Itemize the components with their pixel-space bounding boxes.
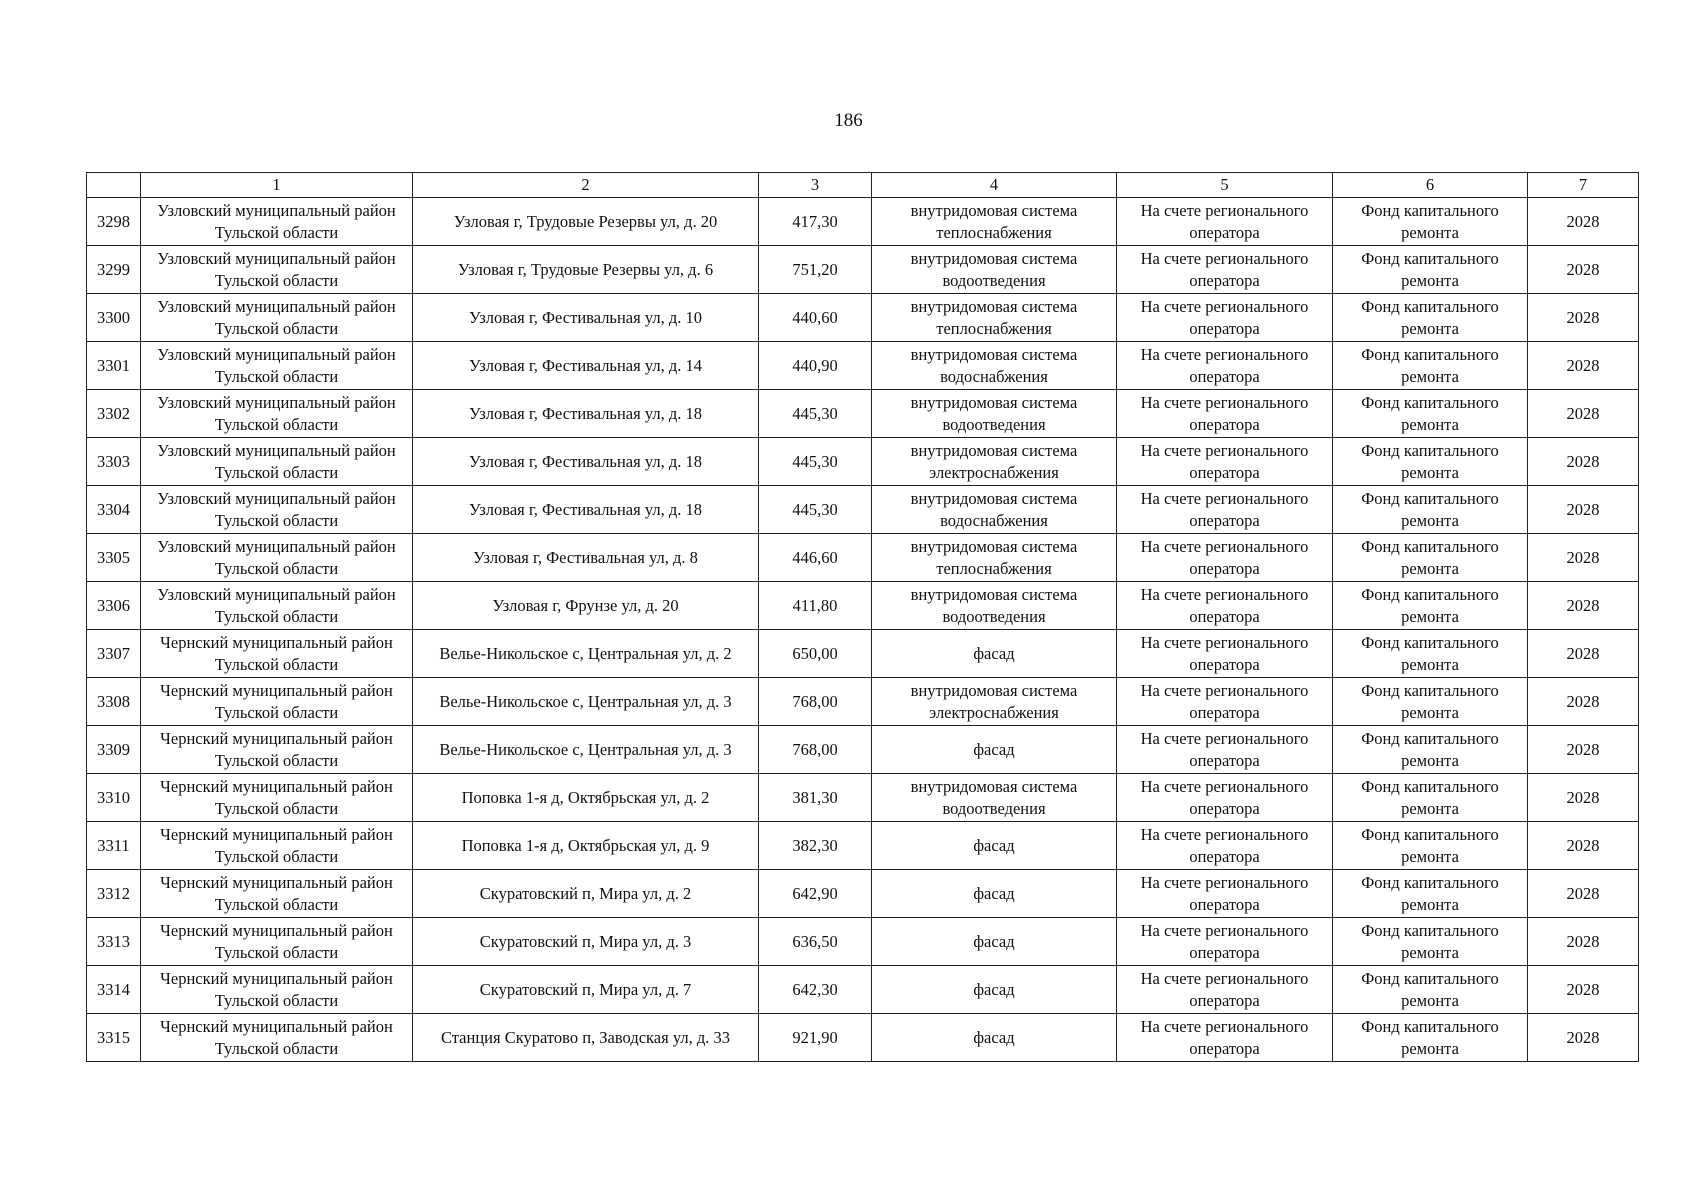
cell-municipality: Чернский муниципальный район Тульской области [141,726,413,774]
table-row [87,726,1639,774]
cell-funding-source: Фонд капитального ремонта [1333,774,1528,822]
column-header: 2 [413,173,759,198]
cell-address: Поповка 1-я д, Октябрьская ул, д. 9 [413,822,759,870]
cell-work-type: фасад [872,726,1117,774]
cell-area: 751,20 [759,246,872,294]
cell-area: 768,00 [759,678,872,726]
cell-year: 2028 [1528,918,1639,966]
cell-row-number: 3305 [87,534,141,582]
cell-work-type: фасад [872,918,1117,966]
cell-year: 2028 [1528,630,1639,678]
cell-area: 411,80 [759,582,872,630]
cell-area: 768,00 [759,726,872,774]
cell-municipality: Узловский муниципальный район Тульской области [141,486,413,534]
cell-municipality: Узловский муниципальный район Тульской области [141,294,413,342]
cell-address: Велье-Никольское с, Центральная ул, д. 2 [413,630,759,678]
table-row [87,534,1639,582]
cell-area: 445,30 [759,438,872,486]
table-row [87,486,1639,534]
table-row [87,246,1639,294]
cell-fund-account: На счете регионального оператора [1117,246,1333,294]
cell-funding-source: Фонд капитального ремонта [1333,390,1528,438]
cell-work-type: фасад [872,822,1117,870]
column-header: 5 [1117,173,1333,198]
cell-row-number: 3306 [87,582,141,630]
cell-year: 2028 [1528,438,1639,486]
cell-address: Узловая г, Фестивальная ул, д. 14 [413,342,759,390]
cell-area: 445,30 [759,486,872,534]
cell-address: Узловая г, Фестивальная ул, д. 18 [413,390,759,438]
cell-area: 440,60 [759,294,872,342]
cell-area: 381,30 [759,774,872,822]
column-header: 7 [1528,173,1639,198]
cell-area: 445,30 [759,390,872,438]
cell-funding-source: Фонд капитального ремонта [1333,630,1528,678]
cell-year: 2028 [1528,1014,1639,1062]
table-body [87,173,1639,1062]
cell-fund-account: На счете регионального оператора [1117,774,1333,822]
cell-fund-account: На счете регионального оператора [1117,390,1333,438]
table-row [87,870,1639,918]
cell-fund-account: На счете регионального оператора [1117,486,1333,534]
table-row [87,1014,1639,1062]
cell-row-number: 3298 [87,198,141,246]
cell-year: 2028 [1528,822,1639,870]
cell-funding-source: Фонд капитального ремонта [1333,246,1528,294]
cell-fund-account: На счете регионального оператора [1117,966,1333,1014]
cell-work-type: фасад [872,966,1117,1014]
table-row [87,630,1639,678]
cell-funding-source: Фонд капитального ремонта [1333,678,1528,726]
cell-area: 440,90 [759,342,872,390]
cell-area: 642,30 [759,966,872,1014]
cell-work-type: внутридомовая система водоснабжения [872,342,1117,390]
cell-funding-source: Фонд капитального ремонта [1333,1014,1528,1062]
cell-year: 2028 [1528,246,1639,294]
cell-row-number: 3307 [87,630,141,678]
table-row [87,774,1639,822]
cell-funding-source: Фонд капитального ремонта [1333,534,1528,582]
cell-row-number: 3303 [87,438,141,486]
cell-fund-account: На счете регионального оператора [1117,1014,1333,1062]
cell-area: 382,30 [759,822,872,870]
cell-municipality: Чернский муниципальный район Тульской области [141,678,413,726]
column-header: 1 [141,173,413,198]
cell-fund-account: На счете регионального оператора [1117,438,1333,486]
table-row [87,918,1639,966]
cell-funding-source: Фонд капитального ремонта [1333,918,1528,966]
cell-work-type: фасад [872,1014,1117,1062]
cell-funding-source: Фонд капитального ремонта [1333,822,1528,870]
cell-municipality: Чернский муниципальный район Тульской области [141,918,413,966]
cell-year: 2028 [1528,534,1639,582]
cell-municipality: Узловский муниципальный район Тульской области [141,342,413,390]
cell-area: 636,50 [759,918,872,966]
cell-fund-account: На счете регионального оператора [1117,870,1333,918]
cell-area: 642,90 [759,870,872,918]
cell-address: Велье-Никольское с, Центральная ул, д. 3 [413,678,759,726]
cell-address: Узловая г, Фестивальная ул, д. 18 [413,486,759,534]
table-row [87,822,1639,870]
cell-fund-account: На счете регионального оператора [1117,294,1333,342]
table-row [87,390,1639,438]
cell-year: 2028 [1528,486,1639,534]
cell-year: 2028 [1528,294,1639,342]
cell-row-number: 3314 [87,966,141,1014]
cell-address: Станция Скуратово п, Заводская ул, д. 33 [413,1014,759,1062]
cell-year: 2028 [1528,966,1639,1014]
cell-fund-account: На счете регионального оператора [1117,582,1333,630]
cell-address: Скуратовский п, Мира ул, д. 3 [413,918,759,966]
cell-funding-source: Фонд капитального ремонта [1333,342,1528,390]
cell-row-number: 3310 [87,774,141,822]
column-header: 3 [759,173,872,198]
page-number: 186 [834,110,863,131]
cell-row-number: 3301 [87,342,141,390]
cell-funding-source: Фонд капитального ремонта [1333,966,1528,1014]
cell-work-type: внутридомовая система водоснабжения [872,486,1117,534]
cell-row-number: 3311 [87,822,141,870]
cell-address: Узловая г, Фрунзе ул, д. 20 [413,582,759,630]
cell-municipality: Чернский муниципальный район Тульской области [141,822,413,870]
cell-address: Скуратовский п, Мира ул, д. 7 [413,966,759,1014]
cell-year: 2028 [1528,198,1639,246]
cell-municipality: Чернский муниципальный район Тульской области [141,630,413,678]
cell-row-number: 3312 [87,870,141,918]
cell-work-type: внутридомовая система водоотведения [872,774,1117,822]
table-row [87,678,1639,726]
cell-funding-source: Фонд капитального ремонта [1333,870,1528,918]
cell-fund-account: На счете регионального оператора [1117,726,1333,774]
table-row [87,294,1639,342]
cell-funding-source: Фонд капитального ремонта [1333,726,1528,774]
cell-year: 2028 [1528,870,1639,918]
cell-municipality: Чернский муниципальный район Тульской области [141,966,413,1014]
cell-address: Поповка 1-я д, Октябрьская ул, д. 2 [413,774,759,822]
cell-fund-account: На счете регионального оператора [1117,822,1333,870]
cell-municipality: Узловский муниципальный район Тульской области [141,534,413,582]
cell-year: 2028 [1528,726,1639,774]
cell-area: 921,90 [759,1014,872,1062]
cell-work-type: внутридомовая система теплоснабжения [872,198,1117,246]
cell-row-number: 3308 [87,678,141,726]
cell-municipality: Узловский муниципальный район Тульской области [141,438,413,486]
cell-row-number: 3315 [87,1014,141,1062]
cell-year: 2028 [1528,582,1639,630]
cell-funding-source: Фонд капитального ремонта [1333,582,1528,630]
cell-address: Велье-Никольское с, Центральная ул, д. 3 [413,726,759,774]
cell-municipality: Чернский муниципальный район Тульской области [141,1014,413,1062]
table-row [87,342,1639,390]
cell-address: Скуратовский п, Мира ул, д. 2 [413,870,759,918]
column-header: 4 [872,173,1117,198]
cell-funding-source: Фонд капитального ремонта [1333,486,1528,534]
cell-area: 446,60 [759,534,872,582]
cell-address: Узловая г, Фестивальная ул, д. 8 [413,534,759,582]
cell-municipality: Чернский муниципальный район Тульской области [141,870,413,918]
cell-row-number: 3299 [87,246,141,294]
registry-table [86,172,1639,1062]
cell-row-number: 3309 [87,726,141,774]
cell-address: Узловая г, Фестивальная ул, д. 18 [413,438,759,486]
cell-work-type: внутридомовая система водоотведения [872,582,1117,630]
cell-area: 650,00 [759,630,872,678]
cell-address: Узловая г, Трудовые Резервы ул, д. 20 [413,198,759,246]
cell-fund-account: На счете регионального оператора [1117,198,1333,246]
cell-year: 2028 [1528,390,1639,438]
cell-address: Узловая г, Трудовые Резервы ул, д. 6 [413,246,759,294]
cell-year: 2028 [1528,774,1639,822]
cell-work-type: внутридомовая система теплоснабжения [872,534,1117,582]
cell-work-type: внутридомовая система электроснабжения [872,678,1117,726]
cell-work-type: внутридомовая система электроснабжения [872,438,1117,486]
cell-funding-source: Фонд капитального ремонта [1333,438,1528,486]
cell-address: Узловая г, Фестивальная ул, д. 10 [413,294,759,342]
cell-work-type: внутридомовая система водоотведения [872,390,1117,438]
cell-municipality: Узловский муниципальный район Тульской области [141,246,413,294]
table-row [87,438,1639,486]
cell-fund-account: На счете регионального оператора [1117,534,1333,582]
cell-area: 417,30 [759,198,872,246]
column-number-row [87,173,1639,198]
cell-row-number: 3300 [87,294,141,342]
cell-row-number: 3313 [87,918,141,966]
cell-year: 2028 [1528,678,1639,726]
table-row [87,198,1639,246]
cell-fund-account: На счете регионального оператора [1117,342,1333,390]
cell-funding-source: Фонд капитального ремонта [1333,294,1528,342]
column-header: 6 [1333,173,1528,198]
table-row [87,966,1639,1014]
cell-fund-account: На счете регионального оператора [1117,630,1333,678]
cell-row-number: 3304 [87,486,141,534]
column-header [87,173,141,198]
cell-municipality: Чернский муниципальный район Тульской области [141,774,413,822]
cell-work-type: внутридомовая система водоотведения [872,246,1117,294]
cell-municipality: Узловский муниципальный район Тульской области [141,582,413,630]
cell-funding-source: Фонд капитального ремонта [1333,198,1528,246]
cell-work-type: фасад [872,630,1117,678]
cell-row-number: 3302 [87,390,141,438]
table-row [87,582,1639,630]
cell-work-type: фасад [872,870,1117,918]
cell-year: 2028 [1528,342,1639,390]
cell-fund-account: На счете регионального оператора [1117,678,1333,726]
cell-municipality: Узловский муниципальный район Тульской области [141,198,413,246]
cell-municipality: Узловский муниципальный район Тульской области [141,390,413,438]
cell-work-type: внутридомовая система теплоснабжения [872,294,1117,342]
cell-fund-account: На счете регионального оператора [1117,918,1333,966]
